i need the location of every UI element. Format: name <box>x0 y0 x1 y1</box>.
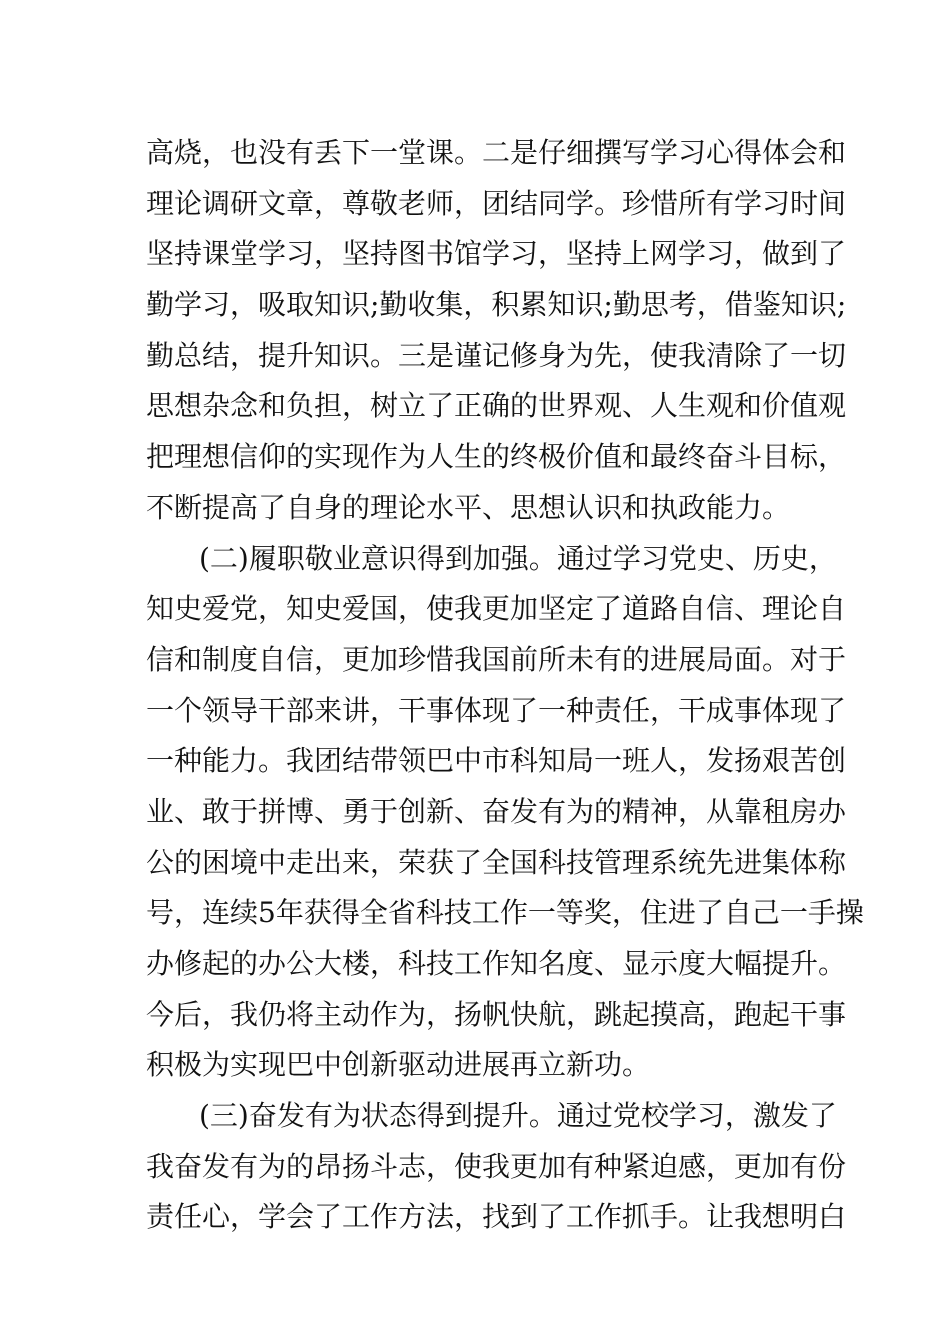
text-line: 坚持课堂学习，坚持图书馆学习，坚持上网学习，做到了 <box>146 237 847 271</box>
section-heading-line: (三)奋发有为状态得到提升。通过党校学习，激发了 <box>199 1099 837 1133</box>
text-line: 理论调研文章，尊敬老师，团结同学。珍惜所有学习时间 <box>146 186 847 220</box>
text-line: 公的困境中走出来，荣获了全国科技管理系统先进集体称 <box>146 845 847 879</box>
text-line: 信和制度自信，更加珍惜我国前所未有的进展局面。对于 <box>146 642 847 676</box>
text-line: 我奋发有为的昂扬斗志，使我更加有种紧迫感，更加有份 <box>146 1149 847 1183</box>
text-line: 高烧，也没有丢下一堂课。二是仔细撰写学习心得体会和 <box>146 136 847 169</box>
text-line: 业、敢于拼博、勇于创新、奋发有为的精神，从靠租房办 <box>146 794 847 828</box>
text-line: 把理想信仰的实现作为人生的终极价值和最终奋斗目标， <box>146 440 847 474</box>
text-line: 责任心，学会了工作方法，找到了工作抓手。让我想明白 <box>146 1200 847 1234</box>
text-line: 号，连续5年获得全省科技工作一等奖，住进了自己一手操 <box>146 896 864 930</box>
body-text <box>146 128 864 1243</box>
text-line: 办修起的办公大楼，科技工作知名度、显示度大幅提升。 <box>146 947 847 980</box>
text-line: 今后，我仍将主动作为，扬帆快航，跳起摸高，跑起干事 <box>146 997 847 1031</box>
text-line: 不断提高了自身的理论水平、思想认识和执政能力。 <box>146 490 791 524</box>
text-line: 积极为实现巴中创新驱动进展再立新功。 <box>146 1048 651 1082</box>
text-line: 一个领导干部来讲，干事体现了一种责任，干成事体现了 <box>146 693 847 727</box>
text-line: 勤总结，提升知识。三是谨记修身为先，使我清除了一切 <box>146 338 847 372</box>
text-line: 思想杂念和负担，树立了正确的世界观、人生观和价值观 <box>146 389 847 423</box>
text-line: 一种能力。我团结带领巴中市科知局一班人，发扬艰苦创 <box>146 744 847 778</box>
text-line: 勤学习，吸取知识;勤收集，积累知识;勤思考，借鉴知识; <box>146 288 847 322</box>
section-heading-line: (二)履职敬业意识得到加强。通过学习党史、历史， <box>199 541 837 575</box>
text-line: 知史爱党，知史爱国，使我更加坚定了道路自信、理论自 <box>146 592 847 626</box>
